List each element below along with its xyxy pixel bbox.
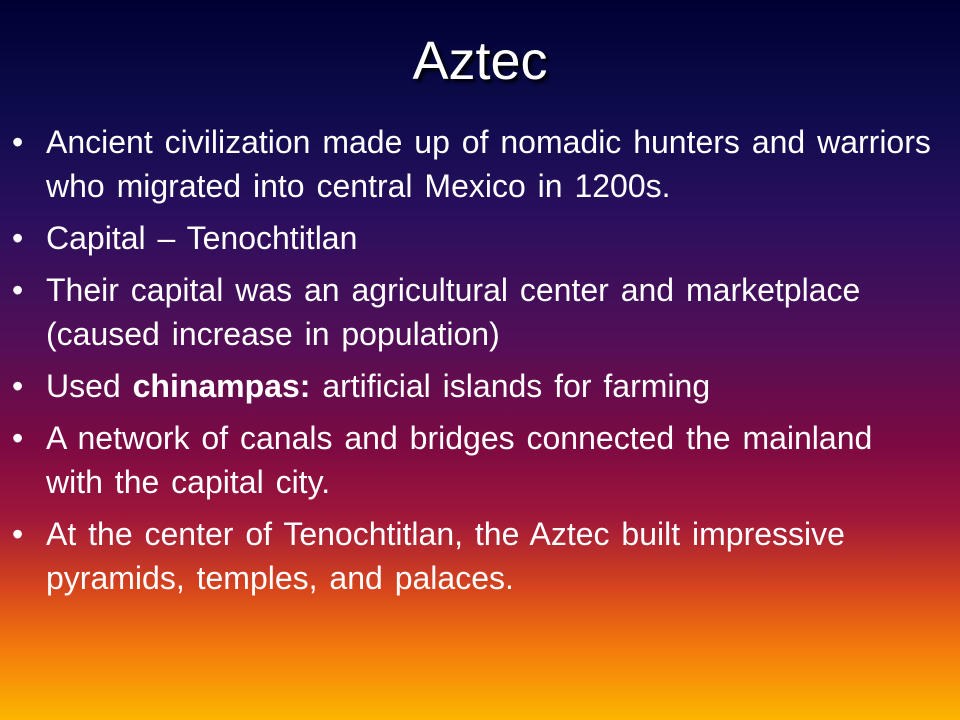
bullet-list [12,120,932,608]
bullet-text: Capital – Tenochtitlan [46,220,358,256]
bullet-text: At the center of Tenochtitlan, the Aztec built impressive pyramids, temples, and palaces. [46,516,845,596]
bullet-item [12,364,932,408]
bullet-dot-icon: • [12,220,24,256]
bullet-item [12,268,932,356]
bullet-text-prefix: Used [46,368,133,404]
bullet-text: Ancient civilization made up of nomadic hunters and warriors who migrated into central Mexico in 1200s. [46,124,931,204]
bullet-dot-icon: • [12,272,24,308]
slide-title: Aztec [412,31,548,91]
bullet-dot-icon: • [12,368,24,404]
bullet-text: Their capital was an agricultural center and marketplace (caused increase in population) [46,272,861,352]
bullet-item [12,216,932,260]
bullet-text-suffix: artificial islands for farming [310,368,711,404]
bullet-text: A network of canals and bridges connected the mainland with the capital city. [46,420,873,500]
bullet-item [12,512,932,600]
bullet-dot-icon: • [12,420,24,456]
bullet-term-chinampas: chinampas: [132,368,311,404]
bullet-dot-icon: • [12,516,24,552]
bullet-item [12,416,932,504]
bullet-dot-icon: • [12,124,24,160]
bullet-item [12,120,932,208]
